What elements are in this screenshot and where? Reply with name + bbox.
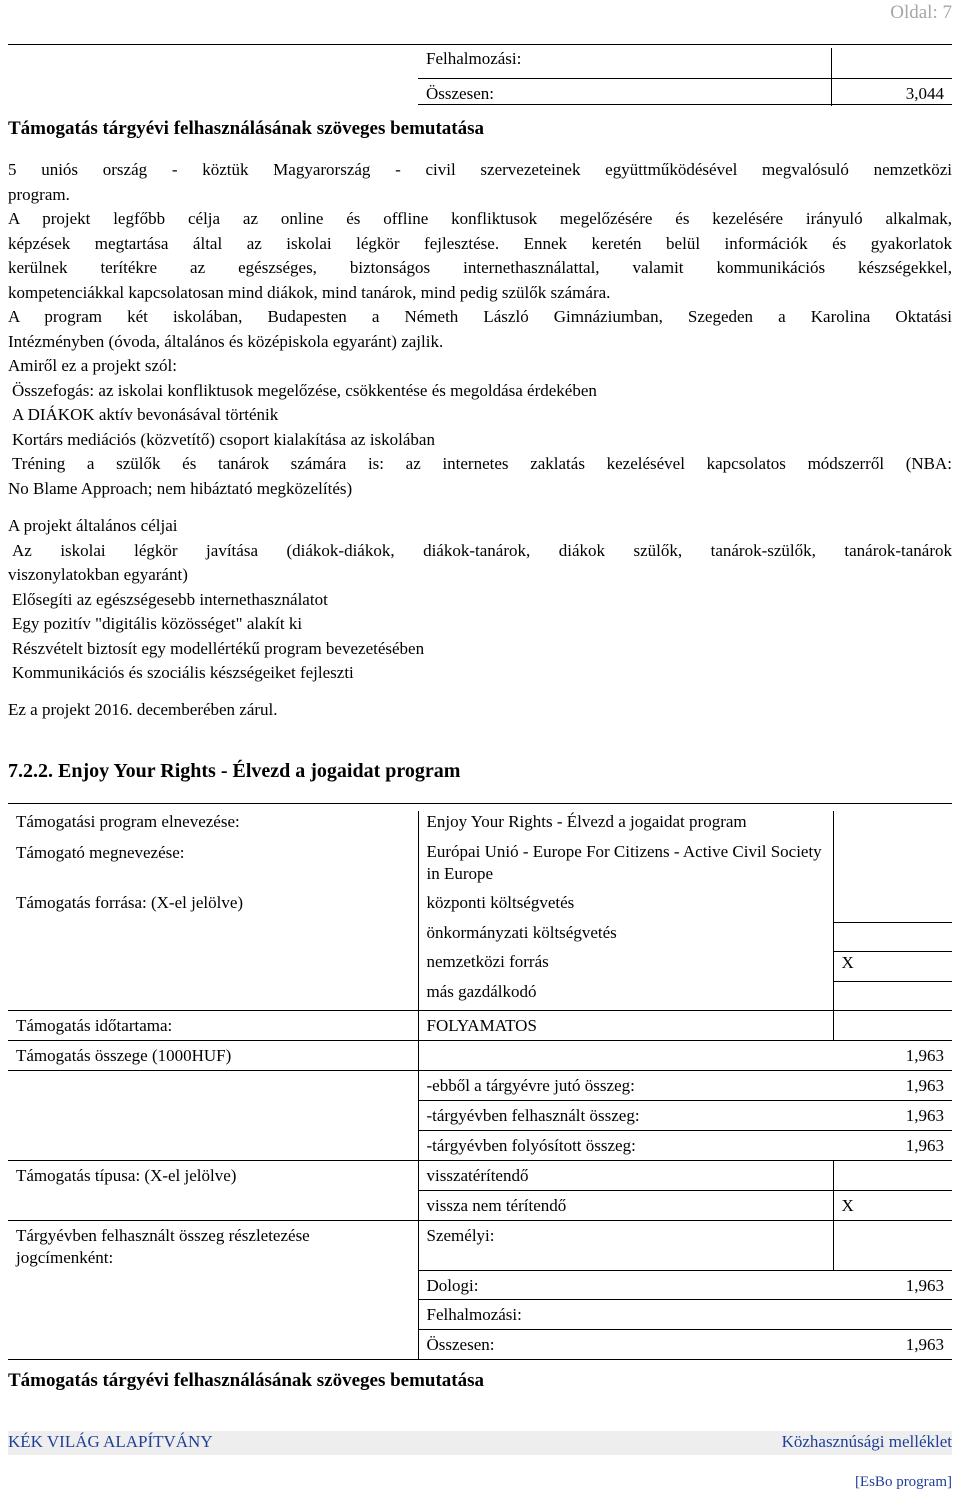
footer-document-type: Közhasznúsági melléklet [781, 1432, 952, 1451]
list-item: Egy pozitív "digitális közösséget" alakít ki [12, 614, 303, 633]
amount-value: 1,963 [418, 1040, 952, 1070]
breakdown-value: 1,963 [905, 1075, 944, 1095]
supporter-label: Támogató megnevezése: [8, 841, 418, 892]
list-item: Az iskolai légkör javítása (diákok-diákok, diákok-tanárok, diákok szülők, tanárok-szülők, tanárok-tanárok [12, 540, 952, 560]
list-item: A DIÁKOK aktív bevonásával történik [12, 405, 279, 424]
source-option: központi költségvetés [418, 892, 833, 922]
breakdown-value: 1,963 [905, 1105, 944, 1125]
type-option: visszatérítendő [418, 1160, 833, 1190]
source-mark [833, 922, 952, 951]
footer-organization: KÉK VILÁG ALAPÍTVÁNY [8, 1432, 213, 1451]
footer-program-tag: [EsBo program] [854, 1474, 952, 1490]
list-item: Kortárs mediációs (közvetítő) csoport kialakítása az iskolában [12, 429, 435, 449]
source-mark [833, 892, 952, 922]
duration-label: Támogatás időtartama: [8, 1010, 418, 1040]
support-info-table [8, 811, 952, 1360]
duration-value: FOLYAMATOS [418, 1010, 833, 1040]
header-divider [8, 44, 952, 45]
breakdown-label: -tárgyévben felhasznált összeg: [426, 1105, 640, 1125]
body-line: kompetenciákkal kapcsolatosan mind diákok, mind tanárok, mind pedig szülők számára. [8, 282, 611, 302]
body-line: viszonylatokban egyaránt) [8, 565, 188, 584]
usage-row-value: 1,963 [905, 1275, 944, 1295]
usage-label: Tárgyévben felhasznált összeg részletezése jogcímenként: [8, 1220, 418, 1270]
body-line: kerülnek terítékre az egészséges, biztonságos internethasználattal, valamit kommunikációs készségekkel, [8, 258, 952, 277]
list-item: Összefogás: az iskolai konfliktusok megelőzése, csökkentése és megoldása érdekében [12, 380, 597, 400]
source-label: Támogatás forrása: (X-el jelölve) [8, 892, 418, 922]
usage-row-value: 1,963 [905, 1334, 944, 1354]
top-table-bottom-border [418, 104, 952, 105]
usage-row-label: Személyi: [418, 1220, 833, 1270]
goals-title: A projekt általános céljai [8, 516, 178, 535]
body-line: 5 uniós ország - köztük Magyarország - civil szervezeteinek együttműködésével megvalósuló nemzetközi [8, 160, 952, 179]
top-row-osszesen-value: 3,044 [905, 83, 944, 103]
program-name-label: Támogatási program elnevezése: [8, 811, 418, 841]
source-option: nemzetközi forrás [418, 951, 833, 981]
body-line: Intézményben (óvoda, általános és középiskola egyaránt) zajlik. [8, 331, 444, 351]
breakdown-label: -ebből a tárgyévre jutó összeg: [426, 1075, 635, 1095]
usage-row-label: Felhalmozási: [426, 1304, 522, 1324]
body-line: A program két iskolában, Budapesten a Németh László Gimnáziumban, Szegeden a Karolina Oktatási [8, 307, 952, 326]
page-number: Oldal: 7 [890, 2, 952, 23]
type-mark [833, 1160, 952, 1190]
body-line: No Blame Approach; nem hibáztató megközelítés) [8, 478, 353, 498]
program-name-value: Enjoy Your Rights - Élvezd a jogaidat program [418, 811, 833, 841]
type-option: vissza nem térítendő [418, 1190, 833, 1220]
source-option: önkormányzati költségvetés [418, 922, 833, 951]
list-item: Elősegíti az egészségesebb internethasználatot [12, 589, 328, 609]
usage-row-value [833, 1220, 952, 1270]
breakdown-value: 1,963 [905, 1135, 944, 1155]
body-line: képzések megtartása által az iskolai légkör fejlesztése. Ennek keretén belül információk és gyakorlatok [8, 233, 952, 253]
body-line: A projekt legfőbb célja az online és offline konfliktusok megelőzésére és kezelésére irányuló alkalmak, [8, 209, 952, 228]
section1-heading: Támogatás tárgyévi felhasználásának szöveges bemutatása [8, 118, 485, 139]
info-table-top-border [8, 803, 952, 804]
source-mark: X [833, 951, 952, 981]
body-line: program. [8, 184, 70, 204]
closing-line: Ez a projekt 2016. decemberében zárul. [8, 700, 278, 719]
list-item: Tréning a szülők és tanárok számára is: az internetes zaklatás kezelésével kapcsolatos módszerről (NBA: [12, 454, 952, 473]
body-line: Amiről ez a projekt szól: [8, 356, 178, 375]
list-item: Kommunikációs és szociális készségeiket fejleszti [12, 663, 354, 682]
section3-heading: Támogatás tárgyévi felhasználásának szöveges bemutatása [8, 1370, 485, 1391]
source-option: más gazdálkodó [418, 981, 833, 1010]
breakdown-label: -tárgyévben folyósított összeg: [426, 1135, 636, 1155]
usage-row-label: Összesen: [426, 1334, 495, 1354]
section1-body [8, 158, 952, 501]
amount-label: Támogatás összege (1000HUF) [8, 1040, 418, 1070]
type-label: Támogatás típusa: (X-el jelölve) [8, 1160, 418, 1190]
top-summary-table [418, 48, 952, 106]
section2-title: 7.2.2. Enjoy Your Rights - Élvezd a jogaidat program [8, 760, 461, 782]
top-row-felhalmozasi-label: Felhalmozási: [418, 48, 832, 78]
top-row-osszesen-label: Összesen: [418, 78, 832, 106]
type-mark: X [833, 1190, 952, 1220]
usage-row-label: Dologi: [426, 1275, 479, 1295]
top-row-felhalmozasi-value [832, 48, 953, 78]
goals-block [8, 514, 952, 686]
list-item: Részvételt biztosít egy modellértékű program bevezetésében [12, 638, 425, 658]
supporter-value: Európai Unió - Europe For Citizens - Active Civil Society in Europe [418, 841, 833, 892]
source-mark [833, 981, 952, 1010]
